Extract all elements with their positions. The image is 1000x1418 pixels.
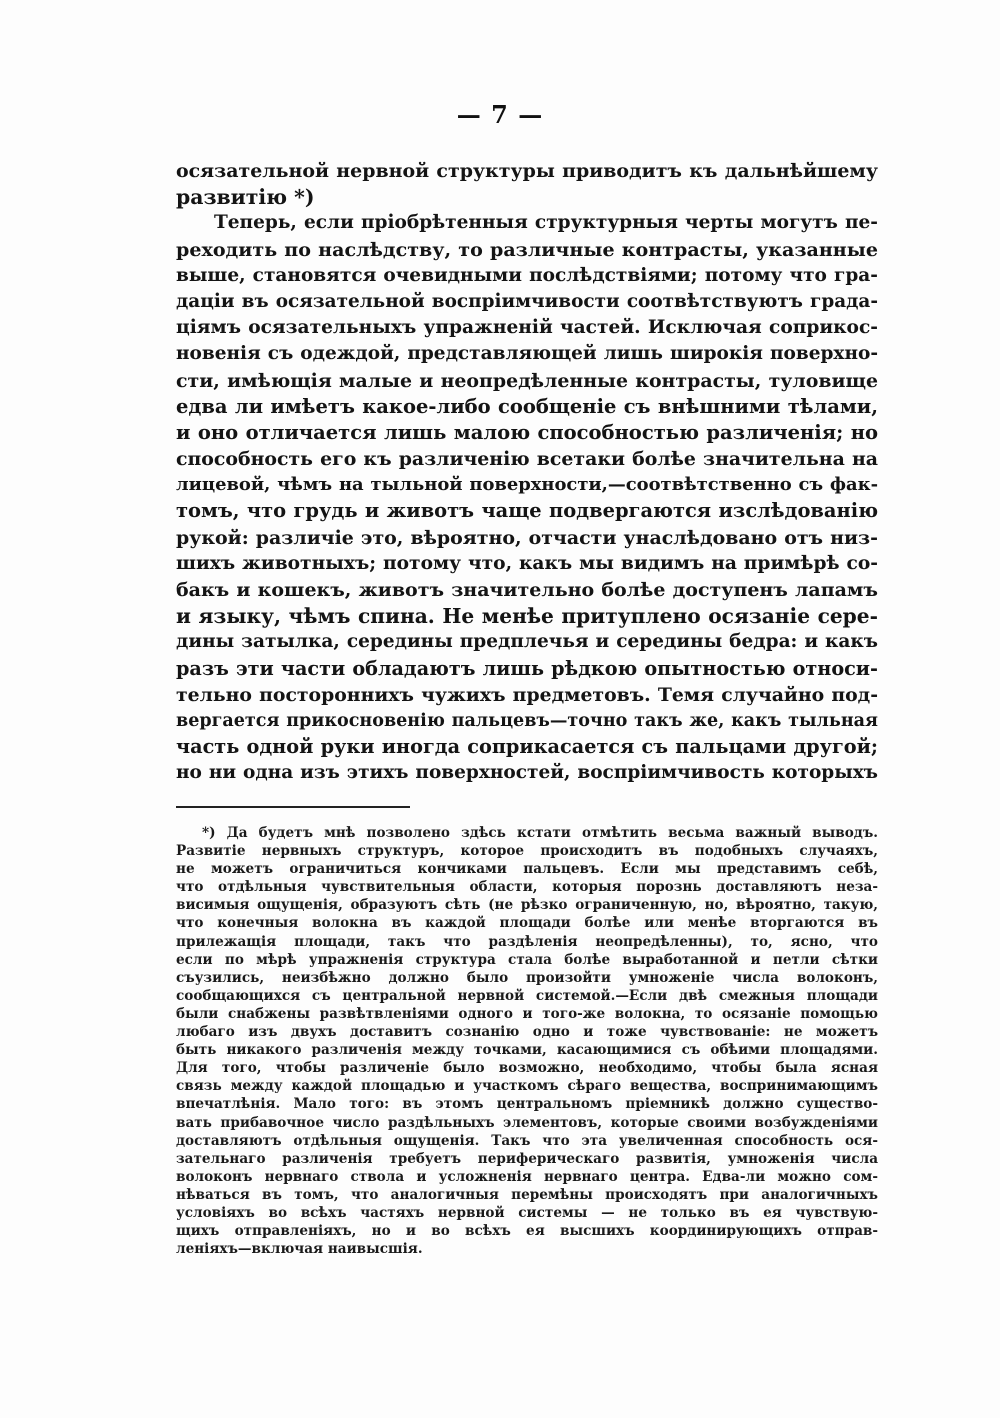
text-line: едва ли имѣетъ какое-либо сообщеніе съ внѣшними тѣлами, — [176, 394, 878, 418]
footnote-line: что отдѣльныя чувствительныя области, которыя порознь доставляютъ неза- — [176, 879, 878, 896]
footnote-line: впечатлѣнія. Мало того: въ этомъ центральномъ пріемникѣ должно существо- — [176, 1096, 878, 1113]
footnote-line: *) Да будетъ мнѣ позволено здѣсь кстати отмѣтить весьма важный выводъ. — [202, 825, 878, 841]
text-line: развитію *) — [176, 185, 315, 210]
footnote-line: волоконъ нервнаго ствола и усложненія нервнаго центра. Едва-ли можно сом- — [176, 1168, 878, 1185]
footnote-line: леніяхъ—включая наивысшія. — [176, 1241, 423, 1258]
text-line: часть одной руки иногда соприкасается съ пальцами другой; — [176, 735, 878, 759]
footnote-line: условіяхъ во всѣхъ частяхъ нервной системы — не только въ ея чувствую- — [176, 1204, 878, 1221]
footnote — [176, 824, 878, 1258]
footnote-line: если по мѣрѣ упражненія структура стала болѣе выработанной и петли сѣтки — [176, 951, 878, 968]
footnote-line: доставляютъ отдѣльныя ощущенія. Такъ что эта увеличенная способность ося- — [176, 1132, 878, 1149]
footnote-line: вать прибавочное число раздѣльныхъ элементовъ, которые своими возбужденіями — [176, 1114, 878, 1131]
footnote-line: съузились, неизбѣжно должно было произойти умноженіе числа волоконъ, — [176, 969, 878, 986]
text-line: осязательной нервной структуры приводитъ къ дальнѣйшему — [176, 160, 878, 182]
text-line: и языку, чѣмъ спина. Не менѣе притуплено осязаніе сере- — [176, 604, 878, 629]
text-line: но ни одна изъ этихъ поверхностей, воспріимчивость которыхъ — [176, 762, 878, 784]
footnote-line: что конечныя волокна въ каждой площади болѣе или менѣе вторгаются въ — [176, 915, 878, 932]
text-line: тельно постороннихъ чужихъ предметовъ. Темя случайно под- — [176, 683, 878, 706]
paragraph-start-line: Теперь, если пріобрѣтенныя структурныя черты могутъ пе- — [214, 212, 878, 234]
page-number: — 7 — — [456, 100, 544, 129]
footnote-line: связь между каждой площадью и участкомъ сѣраго вещества, воспринимающимъ — [176, 1078, 878, 1095]
text-line: вергается прикосновенію пальцевъ—точно такъ же, какъ тыльная — [176, 710, 878, 731]
text-line: способность его къ различенію всетаки болѣе значительна на — [176, 448, 878, 471]
footnote-line: Для того, чтобы различеніе было возможно, необходимо, чтобы была ясная — [176, 1060, 878, 1077]
text-line: томъ, что грудь и животъ чаще подвергаются изслѣдованію — [176, 499, 878, 523]
footnote-line: нѣваться въ томъ, что аналогичныя перемѣны происходятъ при аналогичныхъ — [176, 1186, 878, 1203]
footnote-line: Развитіе нервныхъ структуръ, которое происходитъ въ подобныхъ случаяхъ, — [176, 843, 878, 860]
text-line: шихъ животныхъ; потому что, какъ мы видимъ на примѣрѣ со- — [176, 552, 878, 574]
text-line: и оно отличается лишь малою способностью различенія; но — [176, 420, 878, 444]
footnote-line: любаго изъ двухъ доставитъ сознанію одно и тоже чувствованіе: не можетъ — [176, 1024, 878, 1041]
text-line: дины затылка, середины предплечья и середины бедра: и какъ — [176, 631, 878, 653]
footnote-line: быть никакого различенія между точками, касающимися съ обѣими площадями. — [176, 1042, 878, 1059]
text-line: бакъ и кошекъ, животъ значительно болѣе доступенъ лапамъ — [176, 579, 878, 601]
footnote-line: зательнаго различенія требуетъ периферическаго развитія, умноженія числа — [176, 1150, 878, 1167]
footnote-line: прилежащія площади, такъ что раздѣленія неопредѣленны), то, ясно, что — [176, 933, 878, 950]
text-line: рукой: различіе это, вѣроятно, отчасти унаслѣдовано отъ низ- — [176, 526, 878, 549]
text-line: новенія съ одеждой, представляющей лишь широкія поверхно- — [176, 343, 878, 365]
text-line: разъ эти части обладаютъ лишь рѣдкою опытностью относи- — [176, 656, 878, 680]
text-line: ціямъ осязательныхъ упражненій частей. Исключая соприкос- — [176, 317, 878, 339]
footnote-divider — [176, 806, 410, 808]
footnote-line: висимыя ощущенія, образуютъ сѣть (не рѣзко ограниченную, но, вѣроятно, такую, — [176, 897, 878, 914]
text-line: реходить по наслѣдству, то различные контрасты, указанные — [176, 238, 878, 261]
footnote-line: были снабжены развѣтвленіями одного и того-же волокна, то осязаніе помощью — [176, 1005, 878, 1022]
footnote-line: щихъ отправленіяхъ, но и во всѣхъ ея высшихъ координирующихъ отправ- — [176, 1223, 878, 1240]
footnote-line: не можетъ ограничиться кончиками пальцевъ. Если мы представимъ себѣ, — [176, 861, 878, 878]
text-line: сти, имѣющія малые и неопредѣленные контрасты, туловище — [176, 369, 878, 392]
main-text — [176, 158, 878, 787]
footnote-line: сообщающихся съ центральной нервной системой.—Если двѣ смежныя площади — [176, 987, 878, 1004]
text-line: выше, становятся очевидными послѣдствіями; потому что гра- — [176, 264, 878, 286]
text-line: даціи въ осязательной воспріимчивости соотвѣтствуютъ града- — [176, 290, 878, 312]
text-line: лицевой, чѣмъ на тыльной поверхности,—соотвѣтственно съ фак- — [176, 474, 878, 496]
